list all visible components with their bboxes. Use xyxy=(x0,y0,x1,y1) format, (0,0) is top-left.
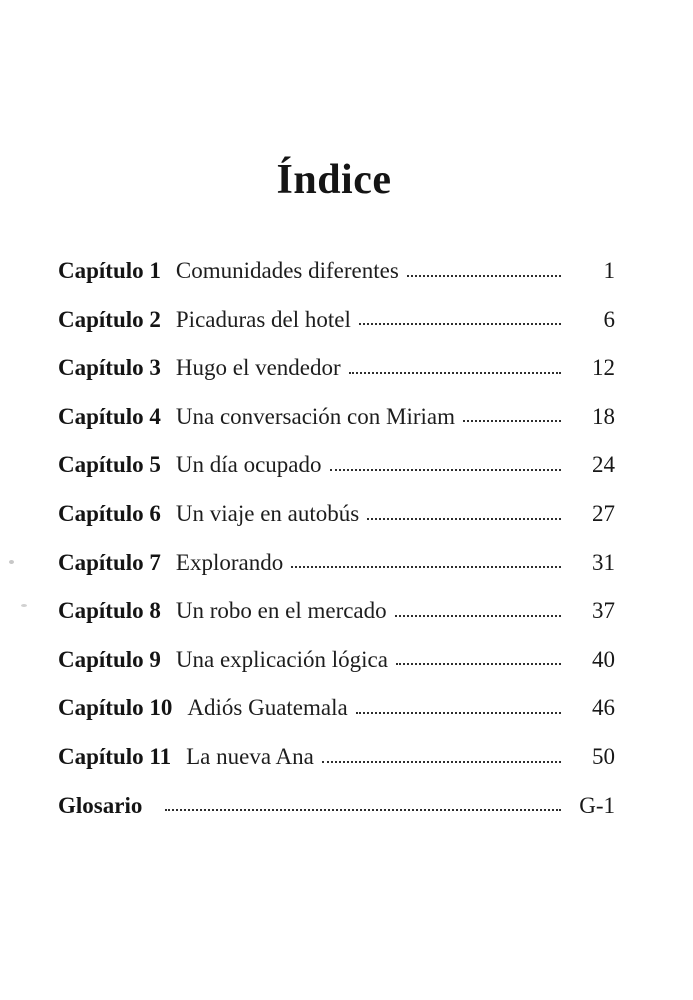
chapter-label: Capítulo 4 xyxy=(58,403,161,429)
dot-leader xyxy=(463,393,561,442)
dot-leader xyxy=(330,441,561,490)
toc-entry xyxy=(58,733,615,782)
chapter-title: Un día ocupado xyxy=(175,452,322,478)
dot-leader xyxy=(165,782,561,831)
toc-entry xyxy=(58,782,615,831)
page-number: 6 xyxy=(603,306,615,332)
page-number: 50 xyxy=(592,743,615,769)
dot-leader xyxy=(291,539,561,588)
chapter-title: Un viaje en autobús xyxy=(175,500,360,526)
chapter-title: Un robo en el mercado xyxy=(175,598,387,624)
page-number: 37 xyxy=(592,598,615,624)
dot-leader xyxy=(396,636,561,685)
page-number: 27 xyxy=(592,500,615,526)
chapter-title: Comunidades diferentes xyxy=(175,258,399,283)
toc-entry xyxy=(58,490,615,539)
chapter-title: Picaduras del hotel xyxy=(175,306,351,332)
toc-list xyxy=(58,247,615,830)
chapter-title: Hugo el vendedor xyxy=(175,355,341,381)
dot-leader xyxy=(359,296,561,345)
dot-leader xyxy=(356,684,561,733)
scan-speck xyxy=(9,560,14,564)
toc-entry xyxy=(58,296,615,345)
page-number: 46 xyxy=(592,695,615,721)
toc-entry xyxy=(58,636,615,685)
page-number: 24 xyxy=(592,452,615,478)
page-title: Índice xyxy=(276,157,392,203)
chapter-title: Una explicación lógica xyxy=(175,646,388,672)
chapter-label: Capítulo 3 xyxy=(58,355,161,381)
toc-entry xyxy=(58,393,615,442)
chapter-label: Capítulo 7 xyxy=(58,549,161,575)
page-number: G-1 xyxy=(579,792,615,818)
page-number: 18 xyxy=(592,403,615,429)
toc-entry xyxy=(58,539,615,588)
toc-entry xyxy=(58,441,615,490)
chapter-label: Capítulo 5 xyxy=(58,452,161,478)
page-number: 31 xyxy=(592,549,615,575)
toc-entry xyxy=(58,247,615,296)
dot-leader xyxy=(395,587,561,636)
chapter-title: Una conversación con Miriam xyxy=(175,403,455,429)
dot-leader xyxy=(367,490,561,539)
chapter-label: Capítulo 9 xyxy=(58,646,161,672)
dot-leader xyxy=(349,344,561,393)
chapter-label: Capítulo 2 xyxy=(58,306,161,332)
chapter-label: Glosario xyxy=(58,792,143,818)
page-number: 1 xyxy=(603,258,615,283)
chapter-title: Adiós Guatemala xyxy=(187,695,348,721)
dot-leader xyxy=(322,733,561,782)
page-number: 12 xyxy=(592,355,615,381)
chapter-title: Explorando xyxy=(175,549,284,575)
chapter-title: La nueva Ana xyxy=(186,743,314,769)
chapter-label: Capítulo 11 xyxy=(58,743,172,769)
chapter-label: Capítulo 1 xyxy=(58,258,161,283)
chapter-label: Capítulo 8 xyxy=(58,598,161,624)
dot-leader xyxy=(407,247,561,296)
page-number: 40 xyxy=(592,646,615,672)
toc-entry xyxy=(58,344,615,393)
chapter-label: Capítulo 10 xyxy=(58,695,173,721)
toc-entry xyxy=(58,684,615,733)
scan-speck xyxy=(21,604,27,607)
chapter-label: Capítulo 6 xyxy=(58,500,161,526)
toc-entry xyxy=(58,587,615,636)
